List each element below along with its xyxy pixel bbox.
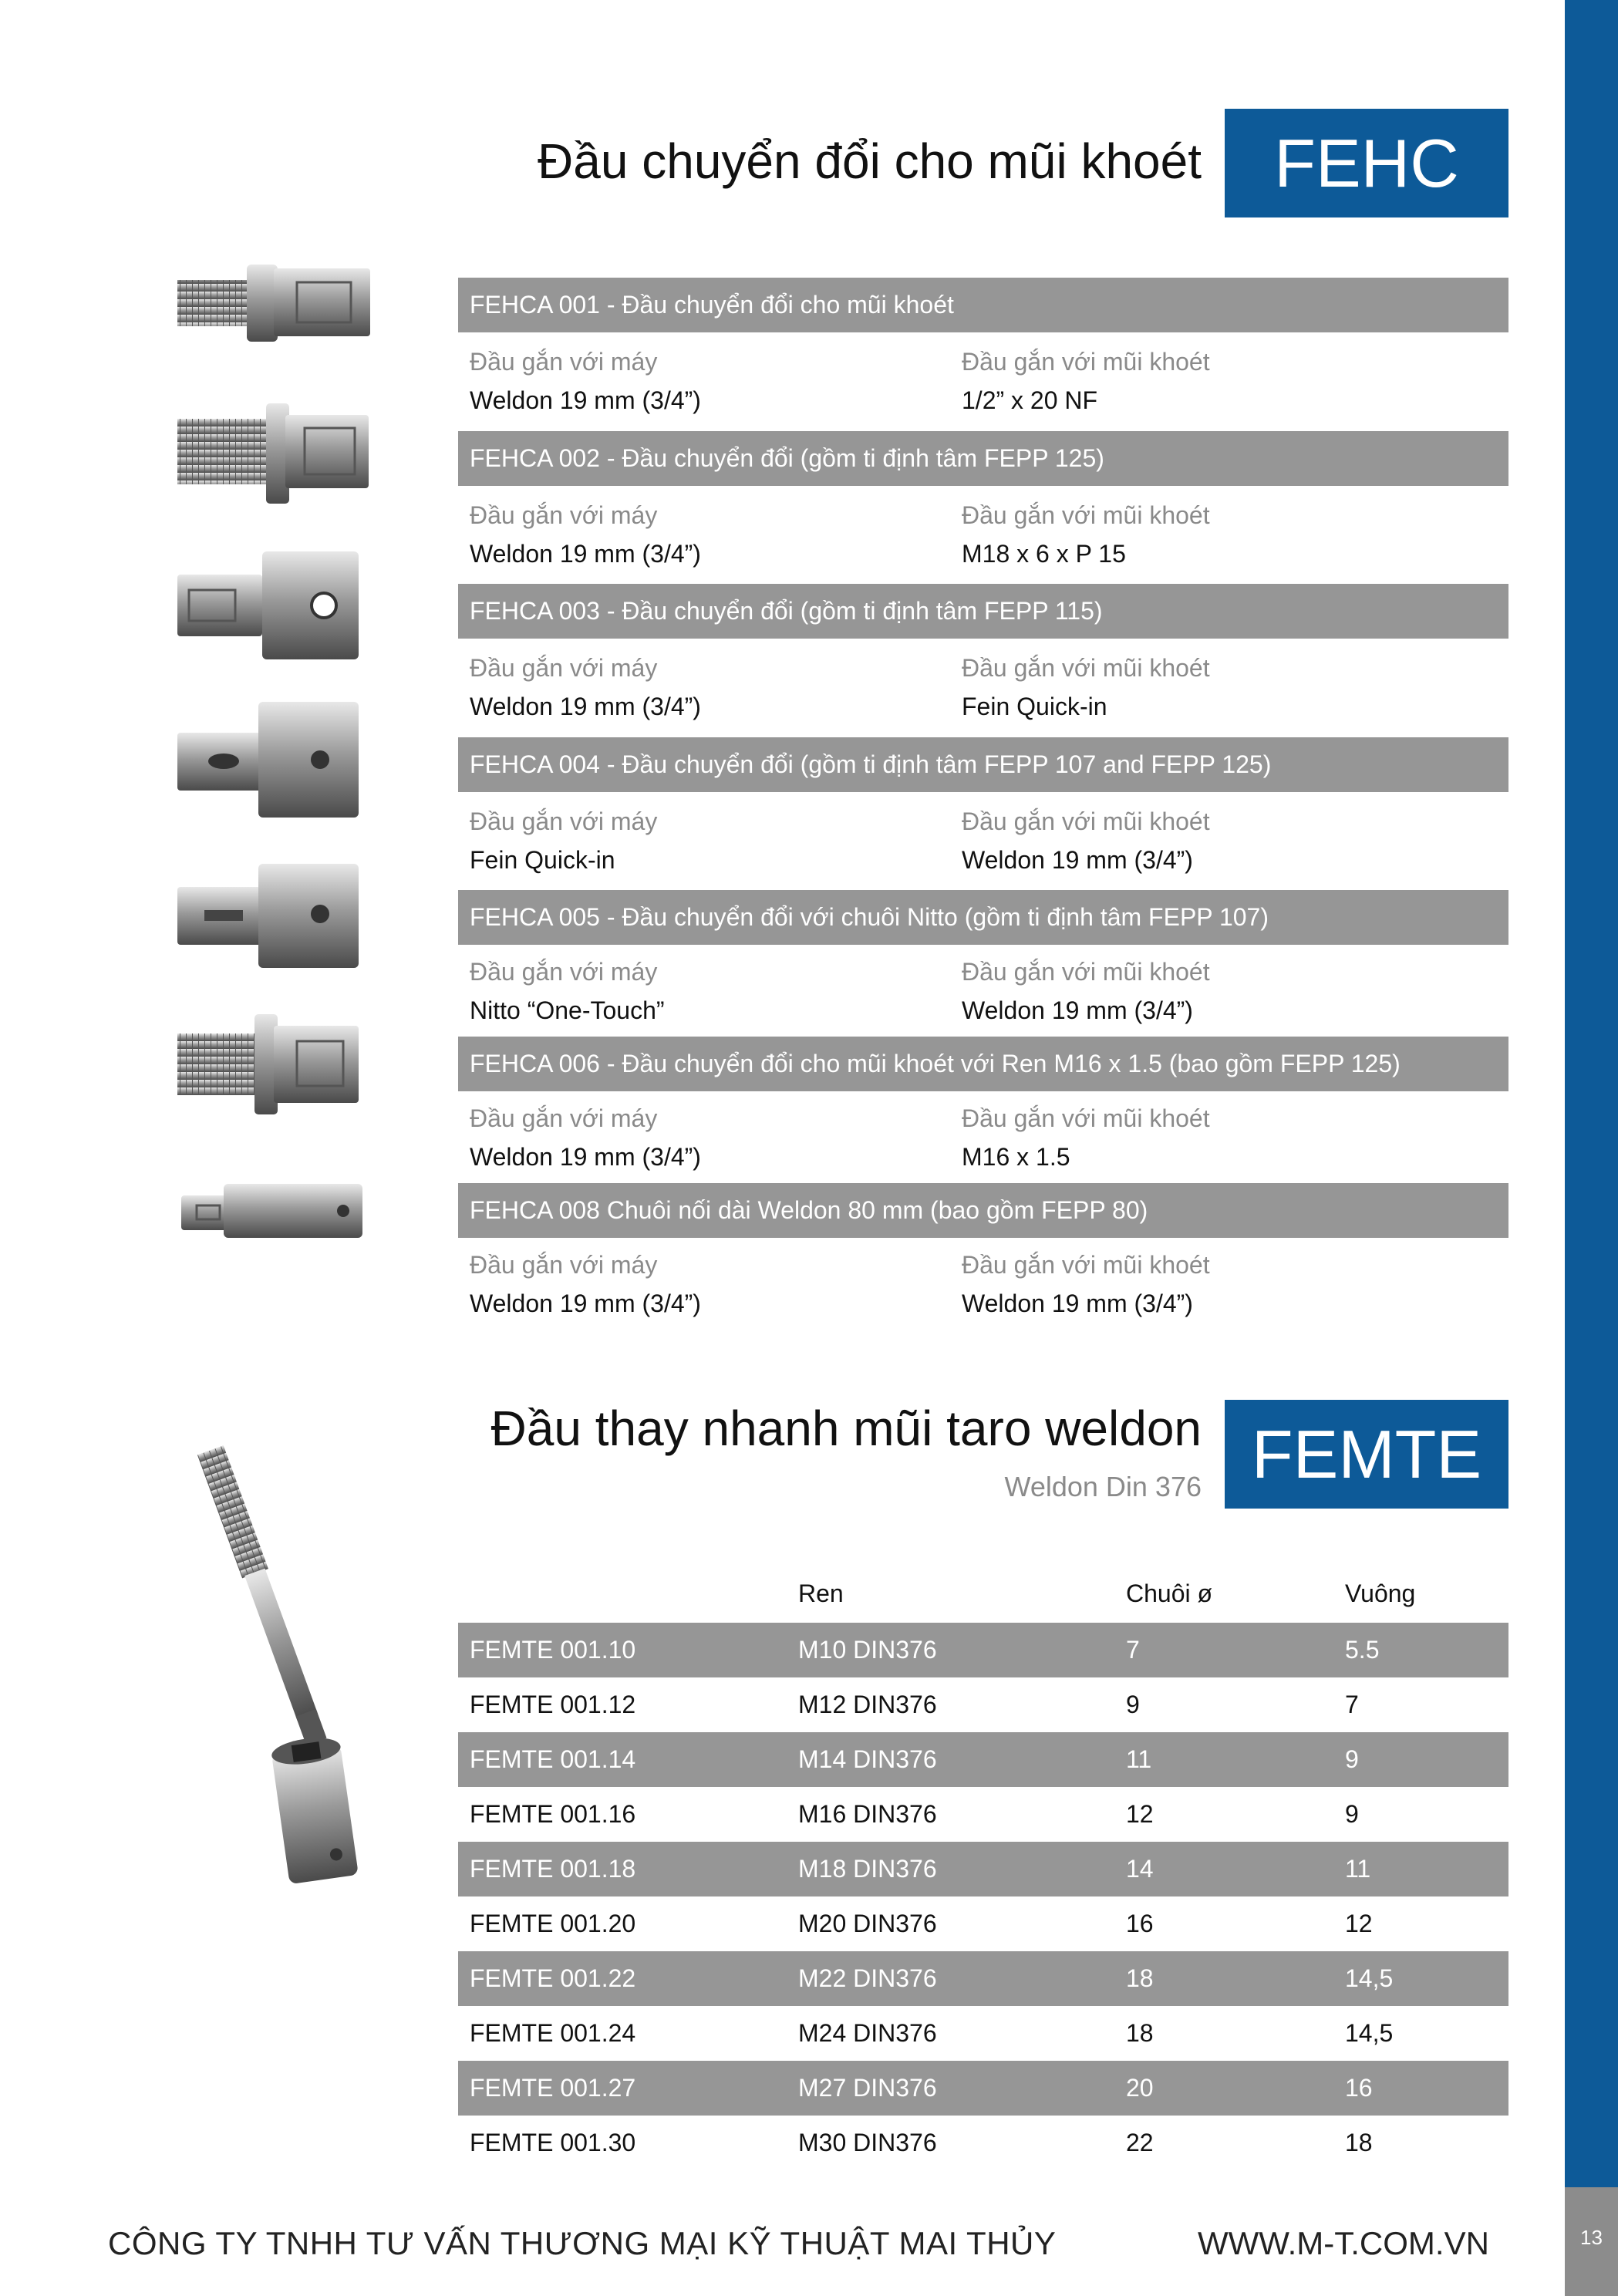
machine-value: Weldon 19 mm (3/4”): [470, 540, 701, 568]
fehc-item-name: FEHCA 003 - Đầu chuyển đổi (gồm ti định tâm FEPP 115): [470, 597, 1103, 625]
cell-code: FEMTE 001.22: [470, 1964, 636, 1992]
cell-shank: 14: [1126, 1855, 1154, 1883]
cell-code: FEMTE 001.20: [470, 1910, 636, 1937]
table-row: [458, 1732, 1508, 1787]
table-row: [458, 1896, 1508, 1951]
cell-code: FEMTE 001.24: [470, 2019, 636, 2047]
cell-ren: M20 DIN376: [798, 1910, 937, 1937]
table-row: [458, 1623, 1508, 1677]
cell-square: 7: [1345, 1691, 1359, 1718]
table-row: [458, 1677, 1508, 1732]
cell-shank: 18: [1126, 1964, 1154, 1992]
table-row: [458, 1787, 1508, 1842]
cell-ren: M27 DIN376: [798, 2074, 937, 2102]
fehc-item-name: FEHCA 004 - Đầu chuyển đổi (gồm ti định tâm FEPP 107 and FEPP 125): [470, 750, 1272, 778]
cell-shank: 12: [1126, 1800, 1154, 1828]
cell-ren: M10 DIN376: [798, 1636, 937, 1664]
cell-ren: M12 DIN376: [798, 1691, 937, 1718]
fehca-005-product-image: [174, 856, 366, 972]
cell-ren: M18 DIN376: [798, 1855, 937, 1883]
fehc-item-band: [458, 1037, 1508, 1091]
fehc-item-band: [458, 584, 1508, 639]
bit-label: Đầu gắn với mũi khoét: [962, 807, 1210, 835]
cell-ren: M16 DIN376: [798, 1800, 937, 1828]
machine-label: Đầu gắn với máy: [470, 807, 658, 835]
cell-ren: M14 DIN376: [798, 1745, 937, 1773]
fehc-item-band: [458, 890, 1508, 945]
cell-shank: 9: [1126, 1691, 1140, 1718]
page-number: 13: [1580, 2226, 1603, 2249]
table-row: [458, 2116, 1508, 2170]
machine-label: Đầu gắn với máy: [470, 654, 658, 682]
cell-square: 9: [1345, 1745, 1359, 1773]
fehc-item-name: FEHCA 006 - Đầu chuyển đổi cho mũi khoét với Ren M16 x 1.5 (bao gồm FEPP 125): [470, 1050, 1401, 1077]
column-header-square: Vuông: [1345, 1580, 1416, 1607]
cell-code: FEMTE 001.16: [470, 1800, 636, 1828]
cell-square: 14,5: [1345, 1964, 1394, 1992]
cell-shank: 16: [1126, 1910, 1154, 1937]
femte-tap-adapter-image: [174, 1441, 374, 1888]
bit-value: Fein Quick-in: [962, 693, 1107, 720]
footer-website-link[interactable]: WWW.M-T.COM.VN: [1198, 2225, 1489, 2261]
fehc-item-name: FEHCA 005 - Đầu chuyển đổi với chuôi Nitto (gồm ti định tâm FEPP 107): [470, 903, 1269, 931]
table-row: [458, 1951, 1508, 2006]
cell-ren: M22 DIN376: [798, 1964, 937, 1992]
fehc-item-name: FEHCA 001 - Đầu chuyển đổi cho mũi khoét: [470, 291, 954, 319]
bit-value: M16 x 1.5: [962, 1143, 1070, 1171]
machine-value: Weldon 19 mm (3/4”): [470, 693, 701, 720]
cell-square: 9: [1345, 1800, 1359, 1828]
fehca-006-product-image: [174, 1010, 366, 1118]
fehc-item-name: FEHCA 008 Chuôi nối dài Weldon 80 mm (bao gồm FEPP 80): [470, 1196, 1148, 1224]
machine-label: Đầu gắn với máy: [470, 348, 658, 376]
cell-square: 14,5: [1345, 2019, 1394, 2047]
fehc-item-name: FEHCA 002 - Đầu chuyển đổi (gồm ti định tâm FEPP 125): [470, 444, 1104, 472]
cell-square: 11: [1345, 1855, 1371, 1883]
machine-value: Nitto “One-Touch”: [470, 996, 665, 1024]
machine-label: Đầu gắn với máy: [470, 501, 658, 529]
cell-code: FEMTE 001.30: [470, 2129, 636, 2156]
table-row: [458, 2061, 1508, 2116]
bit-label: Đầu gắn với mũi khoét: [962, 1251, 1210, 1279]
machine-label: Đầu gắn với máy: [470, 1104, 658, 1132]
side-color-bar: [1565, 0, 1618, 2296]
machine-label: Đầu gắn với máy: [470, 1251, 658, 1279]
machine-value: Fein Quick-in: [470, 846, 615, 874]
fehca-004-product-image: [174, 698, 366, 821]
column-header-ren: Ren: [798, 1580, 844, 1607]
femte-subtitle: Weldon Din 376: [1004, 1471, 1202, 1502]
machine-label: Đầu gắn với máy: [470, 958, 658, 986]
bit-label: Đầu gắn với mũi khoét: [962, 958, 1210, 986]
fehca-003-product-image: [174, 548, 366, 663]
cell-code: FEMTE 001.12: [470, 1691, 636, 1718]
fehca-001-product-image: [174, 253, 374, 353]
cell-code: FEMTE 001.10: [470, 1636, 636, 1664]
cell-square: 12: [1345, 1910, 1373, 1937]
cell-square: 5.5: [1345, 1636, 1380, 1664]
machine-value: Weldon 19 mm (3/4”): [470, 1290, 701, 1317]
femte-code-badge: FEMTE: [1225, 1400, 1508, 1509]
cell-code: FEMTE 001.18: [470, 1855, 636, 1883]
fehc-code-badge: FEHC: [1225, 109, 1508, 217]
fehc-item-band: [458, 278, 1508, 332]
bit-value: Weldon 19 mm (3/4”): [962, 996, 1193, 1024]
bit-label: Đầu gắn với mũi khoét: [962, 501, 1210, 529]
fehca-008-product-image: [177, 1176, 370, 1246]
cell-ren: M24 DIN376: [798, 2019, 937, 2047]
column-header-shank: Chuôi ø: [1126, 1580, 1213, 1607]
machine-value: Weldon 19 mm (3/4”): [470, 386, 701, 414]
machine-value: Weldon 19 mm (3/4”): [470, 1143, 701, 1171]
bit-value: Weldon 19 mm (3/4”): [962, 846, 1193, 874]
cell-square: 16: [1345, 2074, 1373, 2102]
cell-shank: 20: [1126, 2074, 1154, 2102]
footer-company-name: CÔNG TY TNHH TƯ VẤN THƯƠNG MẠI KỸ THUẬT MAI THỦY: [108, 2225, 1057, 2261]
cell-code: FEMTE 001.27: [470, 2074, 636, 2102]
fehc-item-band: [458, 737, 1508, 792]
cell-shank: 18: [1126, 2019, 1154, 2047]
cell-shank: 22: [1126, 2129, 1154, 2156]
bit-label: Đầu gắn với mũi khoét: [962, 348, 1210, 376]
femte-title: Đầu thay nhanh mũi taro weldon: [490, 1401, 1202, 1456]
fehc-item-band: [458, 431, 1508, 486]
fehc-item-band: [458, 1183, 1508, 1238]
fehca-002-product-image: [174, 396, 374, 511]
cell-square: 18: [1345, 2129, 1373, 2156]
bit-label: Đầu gắn với mũi khoét: [962, 1104, 1210, 1132]
table-row: [458, 1842, 1508, 1896]
cell-code: FEMTE 001.14: [470, 1745, 636, 1773]
bit-label: Đầu gắn với mũi khoét: [962, 654, 1210, 682]
table-row: [458, 2006, 1508, 2061]
bit-value: M18 x 6 x P 15: [962, 540, 1126, 568]
bit-value: Weldon 19 mm (3/4”): [962, 1290, 1193, 1317]
cell-shank: 7: [1126, 1636, 1140, 1664]
cell-ren: M30 DIN376: [798, 2129, 937, 2156]
bit-value: 1/2” x 20 NF: [962, 386, 1098, 414]
fehc-title: Đầu chuyển đổi cho mũi khoét: [538, 133, 1202, 189]
cell-shank: 11: [1126, 1745, 1152, 1773]
